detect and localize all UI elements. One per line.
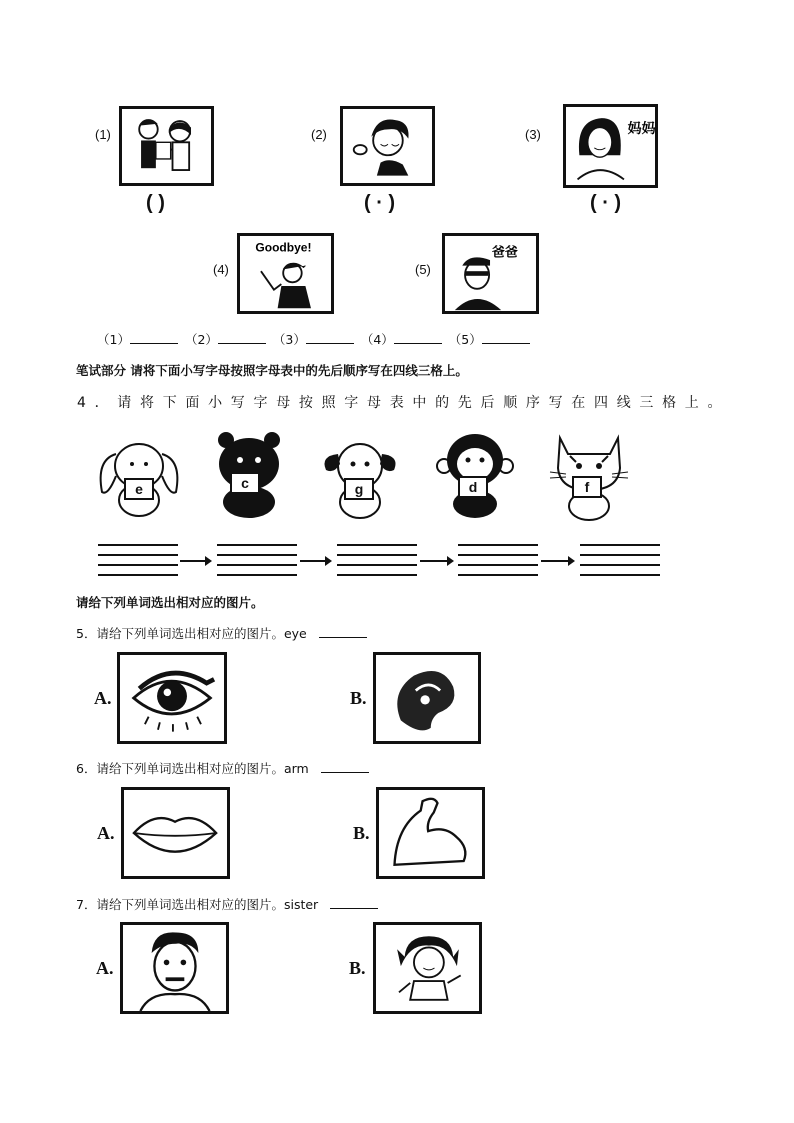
four-line-grid[interactable] [337, 544, 417, 580]
item-number: (2) [311, 127, 327, 142]
sister-girl-icon[interactable] [373, 922, 482, 1014]
answer-blank[interactable] [482, 332, 530, 344]
picture-section-header: 请给下列单词选出相对应的图片。 [76, 595, 264, 610]
bear-icon [208, 430, 298, 522]
eye-icon[interactable] [117, 652, 227, 744]
letter-card: e [124, 478, 154, 500]
picture-girl-goodbye [237, 233, 334, 314]
answer-blank[interactable] [330, 897, 378, 909]
answer-paren: ( · ) [590, 192, 622, 214]
baba-label: 爸爸 [491, 245, 518, 261]
four-line-grid[interactable] [217, 544, 297, 580]
option-b-label[interactable]: B. [350, 688, 367, 708]
father-man-icon[interactable] [120, 922, 229, 1014]
answer-blank[interactable] [130, 332, 178, 344]
answer-blank[interactable] [321, 761, 369, 773]
picture-boy-waving [340, 106, 435, 186]
question-7-text: 7．请给下列单词选出相对应的图片。sister [76, 895, 378, 913]
four-line-grid[interactable] [580, 544, 660, 580]
answer-blank[interactable] [218, 332, 266, 344]
item-number: (1) [95, 127, 111, 142]
item-number: (4) [213, 262, 229, 277]
picture-father [442, 233, 539, 314]
option-a-label[interactable]: A. [94, 688, 112, 708]
answer-blank[interactable] [306, 332, 354, 344]
option-b-label[interactable]: B. [349, 958, 366, 978]
answer-blank[interactable] [319, 626, 367, 638]
letter-card: f [572, 476, 602, 498]
answer-paren: ( ) [146, 192, 165, 214]
letter-card: g [344, 478, 374, 500]
picture-mother [563, 104, 658, 188]
arrow-icon [180, 560, 210, 562]
arrow-icon [420, 560, 452, 562]
arrow-icon [300, 560, 330, 562]
answer-blank[interactable] [394, 332, 442, 344]
four-line-grid[interactable] [458, 544, 538, 580]
mama-label: 妈妈 [627, 121, 655, 137]
question-6-text: 6．请给下列单词选出相对应的图片。arm [76, 759, 369, 777]
answer-paren: ( · ) [364, 192, 396, 214]
arm-icon[interactable] [376, 787, 485, 879]
option-a-label[interactable]: A. [96, 958, 114, 978]
monkey-icon [436, 430, 526, 522]
mouth-icon[interactable] [121, 787, 230, 879]
cat-icon [548, 432, 638, 524]
answer-row: （1） （2） （3） （4） （5） [97, 330, 533, 348]
option-a-label[interactable]: A. [97, 823, 115, 843]
question-5-text: 5．请给下列单词选出相对应的图片。eye [76, 624, 367, 642]
item-number: (3) [525, 127, 541, 142]
four-line-grid[interactable] [98, 544, 178, 580]
puppy-icon [94, 430, 184, 522]
question-4-text: 4．请将下面小写字母按照字母表中的先后顺序写在四线三格上。 [77, 395, 731, 411]
letter-card: d [458, 476, 488, 498]
picture-greeting-handshake [119, 106, 214, 186]
dog-icon [320, 434, 410, 526]
goodbye-text: Goodbye! [255, 240, 312, 255]
letter-card: c [230, 472, 260, 494]
ear-icon[interactable] [373, 652, 481, 744]
arrow-icon [541, 560, 573, 562]
item-number: (5) [415, 262, 431, 277]
option-b-label[interactable]: B. [353, 823, 370, 843]
written-section-header: 笔试部分 请将下面小写字母按照字母表中的先后顺序写在四线三格上。 [76, 363, 468, 378]
